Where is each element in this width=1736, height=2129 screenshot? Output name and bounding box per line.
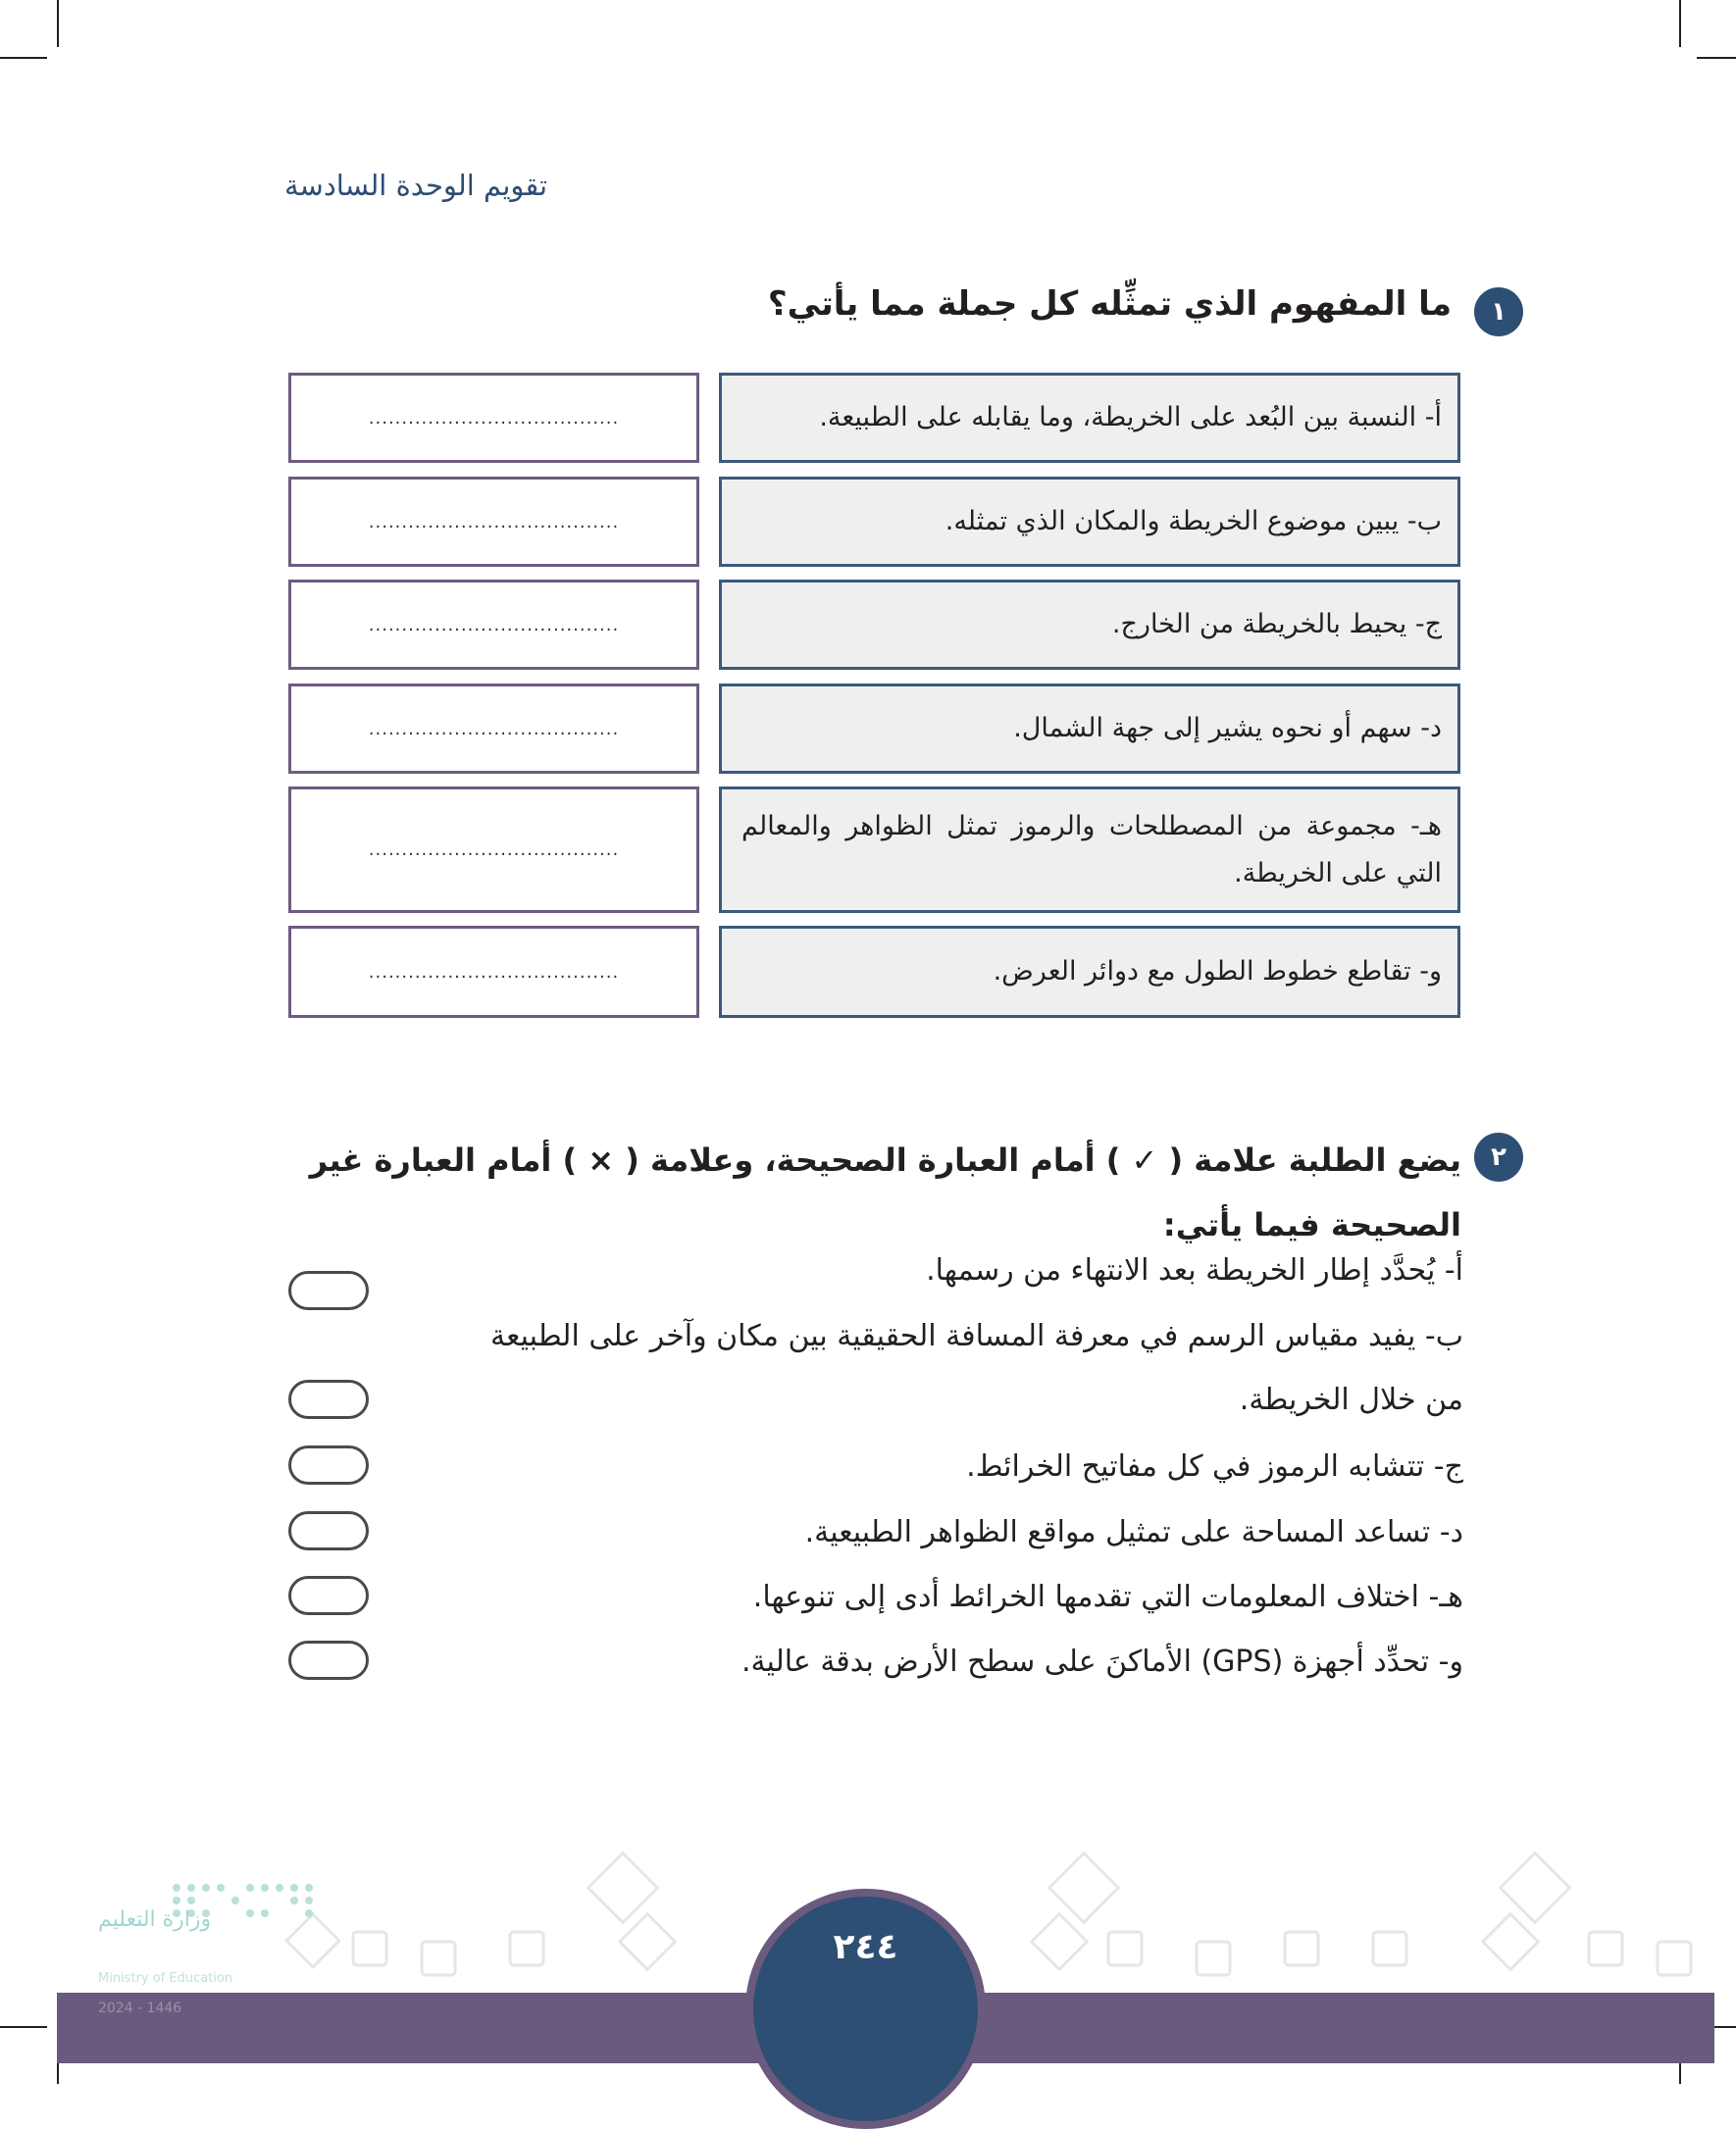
definition-text: د- سهم أو نحوه يشير إلى جهة الشمال.: [1013, 713, 1442, 743]
statement: و- تحدِّد أجهزة (GPS) الأماكنَ على سطح الأرض بدقة عالية.: [740, 1645, 1463, 1679]
answer-oval[interactable]: [288, 1641, 369, 1680]
crop-mark: [0, 57, 47, 59]
page-number-circle: [745, 1889, 986, 2129]
answer-box[interactable]: [288, 786, 699, 913]
question-number-badge: ٢: [1474, 1133, 1523, 1182]
crop-mark: [0, 2026, 47, 2028]
edition-year: 2024 - 1446: [98, 2001, 182, 2016]
definition-box: [719, 580, 1460, 670]
answer-blank[interactable]: ......................................: [368, 407, 620, 429]
question-title: ما المفهوم الذي تمثِّله كل جملة مما يأتي؟: [767, 284, 1452, 324]
answer-blank[interactable]: ......................................: [368, 961, 620, 983]
answer-box[interactable]: [288, 684, 699, 774]
answer-blank[interactable]: ......................................: [368, 718, 620, 739]
definition-text: هـ- مجموعة من المصطلحات والرموز تمثل الظواهر والمعالم التي على الخريطة.: [741, 810, 1442, 888]
answer-blank[interactable]: ......................................: [368, 614, 620, 635]
ministry-logo-text: وزارة التعليم: [98, 1907, 212, 1932]
answer-oval[interactable]: [288, 1576, 369, 1615]
unit-title: تقويم الوحدة السادسة: [284, 169, 548, 202]
definition-box: [719, 786, 1460, 913]
answer-oval[interactable]: [288, 1380, 369, 1419]
answer-blank[interactable]: ......................................: [368, 511, 620, 532]
definition-box: [719, 477, 1460, 567]
question-number-badge: ١: [1474, 287, 1523, 336]
crop-mark: [57, 0, 59, 47]
definition-text: و- تقاطع خطوط الطول مع دوائر العرض.: [993, 956, 1442, 987]
answer-oval[interactable]: [288, 1271, 369, 1310]
crop-mark: [1697, 57, 1736, 59]
definition-box: [719, 684, 1460, 774]
question-title: يضع الطلبة علامة ( ✓ ) أمام العبارة الصحيحة، وعلامة ( × ) أمام العبارة غير الصحيحة فيما يأتي:: [309, 1141, 1461, 1243]
statement: هـ- اختلاف المعلومات التي تقدمها الخرائط أدى إلى تنوعها.: [752, 1580, 1463, 1614]
answer-box[interactable]: [288, 373, 699, 463]
answer-box[interactable]: [288, 580, 699, 670]
answer-box[interactable]: [288, 477, 699, 567]
statement: د- تساعد المساحة على تمثيل مواقع الظواهر الطبيعية.: [804, 1515, 1463, 1549]
answer-blank[interactable]: ......................................: [368, 839, 620, 860]
definition-box: [719, 373, 1460, 463]
definition-text: ب- يبين موضوع الخريطة والمكان الذي تمثله.: [945, 506, 1442, 536]
statement: أ- يُحدَّد إطار الخريطة بعد الانتهاء من رسمها.: [926, 1253, 1463, 1288]
ministry-english: Ministry of Education: [98, 1971, 233, 1986]
definition-box: [719, 926, 1460, 1018]
answer-oval[interactable]: [288, 1445, 369, 1485]
definition-text: ج- يحيط بالخريطة من الخارج.: [1111, 609, 1442, 639]
answer-box[interactable]: [288, 926, 699, 1018]
statement: ج- تتشابه الرموز في كل مفاتيح الخرائط.: [966, 1449, 1463, 1484]
crop-mark: [1679, 0, 1681, 47]
definition-text: أ- النسبة بين البُعد على الخريطة، وما يقابله على الطبيعة.: [819, 402, 1442, 432]
answer-oval[interactable]: [288, 1511, 369, 1550]
statement: ب- يفيد مقياس الرسم في معرفة المسافة الحقيقية بين مكان وآخر على الطبيعة من خلال الخريطة.: [490, 1319, 1463, 1417]
page-number: ٢٤٤: [833, 1927, 898, 1967]
